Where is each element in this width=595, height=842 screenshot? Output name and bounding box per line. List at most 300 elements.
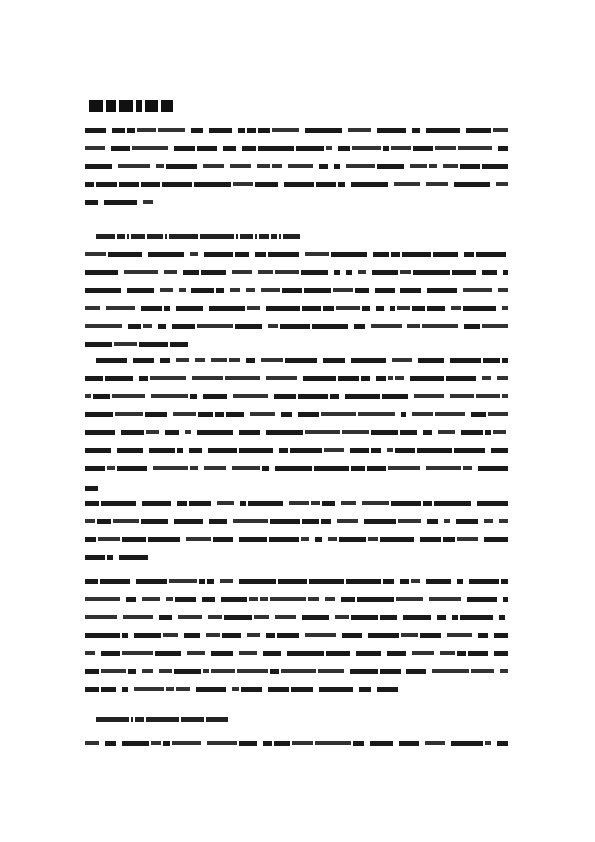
text-word <box>464 324 480 329</box>
text-word <box>266 306 300 311</box>
text-word <box>351 615 378 620</box>
text-word <box>166 597 173 601</box>
text-word <box>189 501 212 506</box>
text-word <box>298 394 328 399</box>
text-word <box>85 501 99 506</box>
text-word <box>352 146 381 150</box>
text-word <box>318 669 344 673</box>
text-word <box>106 306 135 310</box>
text-line <box>85 614 510 620</box>
text-word <box>346 164 375 168</box>
text-word <box>497 741 508 746</box>
text-word <box>262 466 269 471</box>
text-word <box>96 182 117 187</box>
text-word <box>281 669 316 673</box>
text-word <box>172 324 196 329</box>
text-word <box>85 633 120 638</box>
text-word <box>371 324 402 328</box>
text-word <box>427 288 457 293</box>
text-word <box>390 306 396 311</box>
text-word <box>254 615 269 619</box>
text-word <box>149 448 175 453</box>
text-word <box>96 358 127 363</box>
text-word <box>159 615 172 620</box>
text-word <box>85 270 118 275</box>
text-word <box>85 128 106 133</box>
text-word <box>119 182 139 187</box>
text-line <box>85 145 510 151</box>
text-word <box>207 741 237 745</box>
text-word <box>296 146 325 151</box>
text-line <box>85 199 155 205</box>
text-word <box>163 633 178 637</box>
text-word <box>484 537 508 542</box>
text-word <box>101 669 126 673</box>
text-word <box>142 669 153 673</box>
text-word <box>503 270 508 275</box>
text-word <box>237 669 268 673</box>
text-word <box>148 252 184 257</box>
text-word <box>482 270 497 275</box>
text-word <box>396 597 424 601</box>
text-word <box>136 579 167 584</box>
text-word <box>305 430 340 434</box>
text-word <box>268 687 289 692</box>
text-word <box>137 128 156 132</box>
text-word <box>324 448 344 452</box>
text-word <box>248 501 283 506</box>
text-word <box>315 741 351 745</box>
text-word <box>113 519 139 523</box>
text-word <box>368 633 400 638</box>
text-word <box>348 128 371 132</box>
text-word <box>493 430 506 434</box>
text-word <box>427 306 445 311</box>
text-word <box>172 741 202 745</box>
text-word <box>141 182 160 187</box>
text-line <box>85 251 510 257</box>
text-word <box>335 615 349 619</box>
text-line <box>85 650 510 656</box>
text-word <box>277 633 299 638</box>
text-word <box>223 146 236 151</box>
text-word <box>451 306 461 310</box>
text-word <box>400 579 409 584</box>
text-word <box>280 324 310 329</box>
text-word <box>271 234 277 239</box>
text-word <box>305 633 336 637</box>
text-word <box>476 394 500 398</box>
text-word <box>391 146 411 150</box>
text-line <box>85 287 510 293</box>
text-word <box>208 615 222 619</box>
text-word <box>420 537 441 542</box>
text-word <box>246 288 255 292</box>
text-word <box>301 537 309 541</box>
text-word <box>209 128 232 133</box>
text-word <box>469 579 499 584</box>
text-word <box>488 412 508 416</box>
text-word <box>105 376 133 381</box>
text-word <box>158 324 166 329</box>
text-line <box>85 632 510 638</box>
text-word <box>85 376 103 381</box>
text-word <box>85 687 99 692</box>
text-word <box>370 741 393 746</box>
text-word <box>308 597 319 601</box>
text-word <box>226 412 244 417</box>
text-word <box>319 164 328 169</box>
text-line <box>85 411 510 417</box>
text-word <box>187 651 206 655</box>
text-word <box>494 651 508 656</box>
text-word <box>457 537 478 541</box>
text-word <box>362 306 370 311</box>
text-word <box>342 430 369 434</box>
text-word <box>235 252 249 257</box>
text-word <box>170 342 188 347</box>
text-word <box>85 466 105 471</box>
text-word <box>382 394 409 399</box>
text-word <box>325 597 335 601</box>
text-word <box>174 146 195 151</box>
text-word <box>195 358 206 362</box>
text-word <box>355 288 369 293</box>
text-word <box>174 519 204 524</box>
text-word <box>85 430 115 435</box>
text-word <box>104 200 138 205</box>
text-line <box>85 341 190 347</box>
text-word <box>371 448 381 453</box>
text-word <box>85 200 98 205</box>
text-word <box>192 376 223 380</box>
text-word <box>169 579 198 583</box>
text-word <box>190 252 198 256</box>
text-word <box>426 182 448 186</box>
text-word <box>162 182 193 187</box>
text-word <box>471 412 486 417</box>
text-word <box>446 376 476 381</box>
text-word <box>491 448 508 453</box>
text-word <box>359 687 371 692</box>
text-word <box>426 128 460 133</box>
text-word <box>425 741 445 745</box>
text-word <box>220 579 233 583</box>
text-word <box>257 164 270 168</box>
text-word <box>305 252 329 256</box>
text-word <box>309 579 344 584</box>
text-word <box>323 306 334 311</box>
text-word <box>238 128 245 133</box>
text-word <box>260 597 268 601</box>
text-word <box>122 633 128 638</box>
text-word <box>155 651 181 656</box>
text-word <box>126 597 136 602</box>
text-word <box>391 501 422 506</box>
text-word <box>153 466 189 470</box>
text-word <box>85 182 94 187</box>
text-word <box>422 324 458 328</box>
text-word <box>334 164 340 169</box>
text-word <box>426 579 451 584</box>
text-word <box>279 448 288 453</box>
text-word <box>351 466 365 471</box>
text-word <box>398 519 422 523</box>
text-word <box>328 537 337 541</box>
text-word <box>203 394 227 399</box>
text-word <box>401 633 418 637</box>
text-line <box>85 163 510 169</box>
text-word <box>213 537 233 542</box>
text-word <box>350 669 378 674</box>
text-word <box>435 412 465 416</box>
text-word <box>85 146 105 150</box>
text-word <box>371 430 398 435</box>
text-word <box>139 342 168 347</box>
text-word <box>395 376 404 380</box>
text-word <box>127 288 154 293</box>
text-word <box>321 519 331 524</box>
text-word <box>266 376 297 380</box>
text-word <box>368 537 378 541</box>
text-word <box>261 288 280 292</box>
text-line <box>85 500 510 506</box>
text-word <box>177 501 187 506</box>
text-word <box>146 717 179 722</box>
text-word <box>189 448 203 453</box>
text-word <box>350 448 369 453</box>
text-word <box>194 182 231 187</box>
text-word <box>114 342 137 346</box>
text-word <box>175 597 197 602</box>
text-word <box>272 128 299 132</box>
text-word <box>342 633 362 638</box>
text-word <box>291 687 313 692</box>
text-word <box>502 394 508 398</box>
text-word <box>467 597 497 602</box>
text-word <box>456 519 478 524</box>
text-word <box>191 288 214 293</box>
text-word <box>207 579 214 584</box>
text-word <box>413 146 433 151</box>
text-word <box>485 430 491 435</box>
text-word <box>118 164 150 168</box>
text-word <box>255 182 278 187</box>
text-word <box>333 288 353 292</box>
text-word <box>275 615 296 619</box>
text-word <box>380 669 401 674</box>
text-word <box>412 651 434 655</box>
text-word <box>326 146 332 150</box>
text-word <box>361 376 370 381</box>
text-line <box>85 465 510 471</box>
text-word <box>380 615 397 620</box>
text-word <box>377 164 405 169</box>
text-word <box>122 741 149 746</box>
text-word <box>330 394 339 399</box>
text-word <box>275 466 312 471</box>
text-word <box>85 555 105 560</box>
text-word <box>367 466 386 471</box>
text-word <box>85 448 111 453</box>
text-word <box>485 741 491 745</box>
text-word <box>127 128 135 133</box>
text-word <box>105 741 116 746</box>
text-word <box>176 358 189 362</box>
text-word <box>166 164 198 169</box>
text-word <box>501 579 508 584</box>
text-word <box>247 633 260 637</box>
text-word <box>184 633 201 638</box>
text-word <box>450 394 474 398</box>
text-word <box>208 448 237 453</box>
text-word <box>211 358 227 362</box>
text-word <box>341 597 355 602</box>
text-word <box>211 651 233 656</box>
text-word <box>164 270 177 274</box>
text-word <box>142 501 171 506</box>
text-word <box>239 741 257 746</box>
text-word <box>150 376 187 380</box>
text-word <box>403 615 431 620</box>
text-word <box>185 430 191 434</box>
text-word <box>169 234 198 239</box>
text-word <box>229 358 240 362</box>
text-word <box>266 633 275 638</box>
text-word <box>287 651 324 656</box>
text-word <box>377 128 407 133</box>
text-word <box>338 146 350 151</box>
text-word <box>224 615 252 620</box>
text-word <box>460 615 493 620</box>
text-word <box>499 615 505 620</box>
text-word <box>331 252 367 257</box>
text-word <box>375 288 395 293</box>
text-word <box>85 597 120 601</box>
text-word <box>240 501 246 506</box>
text-word <box>216 288 224 293</box>
text-word <box>353 741 364 746</box>
text-word <box>197 146 217 151</box>
text-word <box>482 164 508 169</box>
text-word <box>131 234 145 239</box>
text-word <box>482 376 491 380</box>
text-word <box>146 430 159 434</box>
text-word <box>85 324 122 328</box>
text-word <box>270 597 306 601</box>
text-word <box>242 146 256 151</box>
text-word <box>239 579 276 584</box>
text-word <box>108 252 142 257</box>
text-word <box>429 164 437 168</box>
text-word <box>432 669 469 673</box>
text-line <box>85 668 510 674</box>
text-word <box>429 597 461 601</box>
text-word <box>503 597 508 602</box>
text-word <box>85 306 100 310</box>
text-word <box>141 306 162 311</box>
text-word <box>85 164 112 169</box>
text-word <box>284 182 314 187</box>
text-word <box>319 687 354 692</box>
text-word <box>274 394 296 399</box>
text-word <box>239 537 267 542</box>
text-word <box>250 412 275 416</box>
text-word <box>232 270 252 274</box>
text-word <box>147 234 163 239</box>
text-word <box>215 412 224 417</box>
text-word <box>183 270 200 275</box>
text-word <box>358 412 395 416</box>
text-word <box>311 501 320 505</box>
text-line <box>85 596 510 602</box>
text-word <box>358 270 366 274</box>
text-word <box>401 412 407 417</box>
text-word <box>412 306 425 311</box>
text-word <box>196 687 226 692</box>
text-word <box>272 164 282 168</box>
text-word <box>117 234 125 239</box>
text-word <box>383 146 389 151</box>
text-word <box>426 466 461 470</box>
text-word <box>204 252 233 257</box>
text-word <box>197 324 233 328</box>
text-word <box>239 651 257 655</box>
text-word <box>400 430 417 435</box>
text-word <box>458 146 492 150</box>
text-word <box>151 741 161 745</box>
text-word <box>483 358 500 363</box>
text-line <box>85 323 510 329</box>
text-word <box>383 579 395 584</box>
text-word <box>176 687 190 691</box>
text-word <box>206 717 228 722</box>
text-word <box>151 394 188 398</box>
text-word <box>141 519 168 524</box>
text-word <box>468 651 488 656</box>
text-word <box>211 669 235 673</box>
text-word <box>391 252 400 257</box>
text-word <box>209 306 245 311</box>
text-word <box>107 466 115 470</box>
text-word <box>266 430 303 435</box>
text-word <box>502 358 508 363</box>
text-word <box>148 537 180 542</box>
text-word <box>454 182 490 187</box>
text-word <box>233 519 268 523</box>
text-word <box>289 501 309 505</box>
text-word <box>302 306 321 311</box>
text-word <box>117 466 147 471</box>
text-word <box>217 501 234 505</box>
text-word <box>128 324 141 329</box>
text-word <box>221 597 247 602</box>
text-line <box>96 357 510 363</box>
text-word <box>457 651 466 656</box>
text-word <box>93 394 110 399</box>
text-word <box>463 466 472 470</box>
text-word <box>376 376 386 381</box>
text-word <box>85 252 106 256</box>
text-word <box>292 741 313 745</box>
text-word <box>410 164 427 168</box>
text-word <box>178 615 202 619</box>
text-word <box>377 687 398 692</box>
text-word <box>160 288 173 292</box>
text-word <box>392 358 413 362</box>
text-line <box>85 429 510 435</box>
text-word <box>258 146 294 151</box>
